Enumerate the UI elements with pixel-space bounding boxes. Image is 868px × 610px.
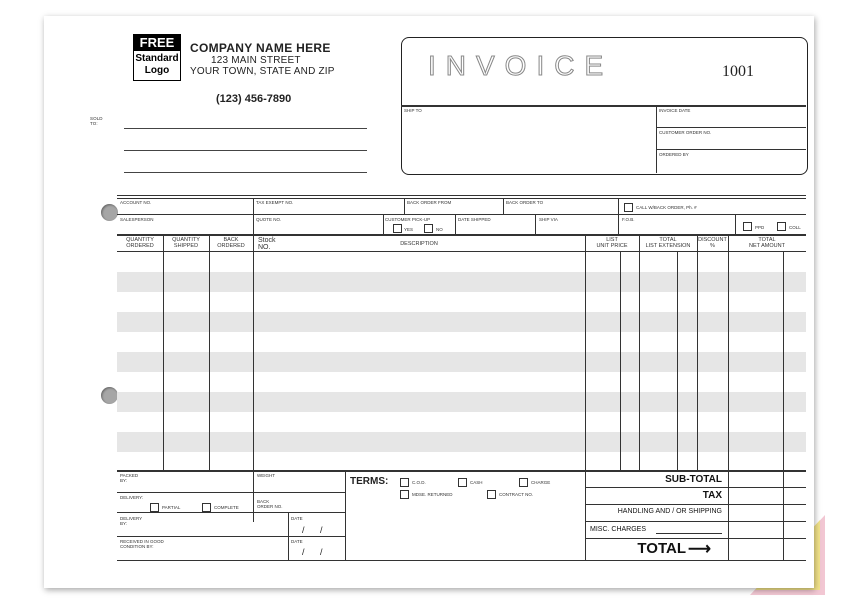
header-line: LIST: [606, 237, 618, 243]
header-line: TOTAL: [659, 237, 677, 243]
date-slash: /: [320, 525, 323, 535]
date-shipped-label: DATE SHIPPED: [458, 217, 491, 222]
label-line: ORDER NO.: [257, 504, 283, 509]
delivery-by-label: [120, 516, 142, 526]
customer-order-no-label: CUSTOMER ORDER NO.: [659, 130, 712, 135]
tax-exempt-no-label: TAX EXEMPT NO.: [256, 200, 294, 205]
subtotal-label: SUB-TOTAL: [665, 474, 722, 485]
col-line: [639, 234, 640, 470]
footer-rule: [117, 560, 806, 561]
company-city: YOUR TOWN, STATE AND ZIP: [190, 66, 335, 77]
sold-to-label: [90, 116, 103, 126]
header-line: DISCOUNT: [698, 237, 727, 243]
label-line: BACK: [257, 499, 270, 504]
col-line: [585, 234, 586, 470]
summary-vline: [728, 470, 729, 560]
header-line: LIST EXTENSION: [645, 242, 691, 249]
vdivider: [383, 214, 384, 234]
col-line: [620, 251, 621, 470]
col-header-total-net-amount: [728, 238, 806, 250]
col-header-discount: [697, 238, 728, 250]
logo-free-text: FREE: [134, 35, 180, 51]
rule: [117, 234, 806, 236]
header-line: TOTAL: [758, 237, 776, 243]
summary-rule: [585, 487, 806, 488]
col-header-qty-ordered: [117, 238, 163, 250]
company-street: 123 MAIN STREET: [211, 55, 301, 66]
col-header-list-unit-price: [585, 238, 639, 250]
label-line: CONDITION BY:: [120, 544, 154, 549]
pickup-yes-label: YES: [404, 227, 414, 232]
cash-checkbox[interactable]: [458, 478, 467, 487]
invoice-date-label: INVOICE DATE: [659, 108, 691, 113]
vdivider: [455, 214, 456, 234]
label-line: DELIVERY: [120, 516, 143, 521]
delivery-label: DELIVERY:: [120, 495, 144, 500]
partial-label: PARTIAL: [162, 505, 181, 510]
logo-logo-text: Logo: [144, 65, 170, 76]
complete-checkbox[interactable]: [202, 503, 211, 512]
col-line: [697, 234, 698, 470]
ship-to-label: SHIP TO: [404, 108, 422, 113]
contract-no-checkbox[interactable]: [487, 490, 496, 499]
cod-checkbox[interactable]: [400, 478, 409, 487]
summary-rule: [585, 521, 806, 522]
label-line: RECEIVED IN GOOD: [120, 539, 164, 544]
col-header-total-list-extension: [639, 238, 697, 250]
date-slash: /: [320, 547, 323, 557]
terms-label: TERMS:: [350, 476, 389, 487]
col-header-qty-shipped: [163, 238, 209, 250]
col-line: [728, 234, 729, 470]
ppd-label: PPD: [755, 225, 765, 230]
header-line: BACK: [223, 237, 239, 243]
partial-checkbox[interactable]: [150, 503, 159, 512]
binding-hole-large: [101, 387, 118, 404]
col-line: [253, 234, 254, 470]
pickup-no-label: NO: [436, 227, 443, 232]
footer-rule: [117, 536, 345, 537]
date-label: DATE: [291, 539, 303, 544]
header-line: UNIT PRICE: [596, 242, 628, 249]
divider: [656, 149, 806, 150]
label-line: PACKED: [120, 473, 139, 478]
mdse-returned-label: MDSE. RETURNED: [412, 492, 453, 497]
coll-checkbox[interactable]: [777, 222, 786, 231]
table-row: [117, 352, 806, 372]
footer-vline: [253, 470, 254, 522]
rule: [117, 214, 806, 215]
pickup-no-checkbox[interactable]: [424, 224, 433, 233]
date-slash: /: [302, 525, 305, 535]
quote-no-label: QUOTE NO.: [256, 217, 282, 222]
table-row: [117, 272, 806, 292]
ordered-by-label: ORDERED BY: [659, 152, 689, 157]
footer-rule: [117, 512, 345, 513]
col-header-description: DESCRIPTION: [400, 241, 438, 247]
divider: [401, 105, 806, 107]
sold-to-line[interactable]: [124, 150, 367, 151]
vdivider: [404, 198, 405, 214]
footer-rule: [117, 492, 345, 493]
company-logo: [133, 34, 181, 81]
ppd-checkbox[interactable]: [743, 222, 752, 231]
invoice-number: 1001: [722, 63, 754, 80]
vdivider: [253, 198, 254, 234]
label-line: BY:: [120, 478, 128, 483]
customer-pickup-label: CUSTOMER PICK-UP: [385, 217, 431, 222]
date-label: DATE: [291, 516, 303, 521]
binding-hole-large: [101, 204, 118, 221]
table-row: [117, 392, 806, 412]
total-label: TOTAL: [637, 540, 686, 557]
header-line: NO.: [258, 244, 271, 252]
sold-label: SOLD: [90, 116, 103, 121]
vdivider: [618, 198, 619, 234]
table-header-rule: [117, 251, 806, 252]
vdivider: [503, 198, 504, 214]
summary-rule: [585, 504, 806, 505]
ship-via-label: SHIP VIA: [539, 217, 558, 222]
table-row: [117, 432, 806, 452]
back-order-to-label: BACK ORDER TO: [506, 200, 544, 205]
account-no-label: ACCOUNT NO.: [120, 200, 152, 205]
col-header-back-ordered: [209, 238, 253, 250]
col-line: [783, 251, 784, 470]
invoice-title: INVOICE: [428, 50, 614, 81]
summary-vline: [585, 470, 586, 560]
table-row: [117, 312, 806, 332]
coll-label: COLL: [789, 225, 801, 230]
rule-top: [117, 198, 806, 199]
cod-label: C.O.D.: [412, 480, 426, 485]
header-line: NET AMOUNT: [749, 242, 785, 249]
header-line: SHIPPED: [173, 242, 199, 249]
col-line: [163, 234, 164, 470]
to-label: TO:: [90, 121, 98, 126]
fob-label: F.O.B.: [622, 217, 635, 222]
header-line: %: [710, 242, 715, 249]
handling-shipping-label: HANDLING AND / OR SHIPPING: [617, 508, 722, 515]
misc-charges-line: [656, 533, 722, 534]
call-back-order-checkbox[interactable]: [624, 203, 633, 212]
total-arrow-icon: ⟶: [688, 541, 711, 558]
header-line: ORDERED: [126, 242, 154, 249]
divider: [656, 105, 657, 173]
header-line: QUANTITY: [126, 237, 154, 243]
rule-top: [117, 195, 806, 196]
col-line: [677, 251, 678, 470]
charge-checkbox[interactable]: [519, 478, 528, 487]
mdse-returned-checkbox[interactable]: [400, 490, 409, 499]
company-name: COMPANY NAME HERE: [190, 41, 331, 55]
sold-to-line[interactable]: [124, 172, 367, 173]
tax-label: TAX: [702, 490, 722, 501]
charge-label: CHARGE: [531, 480, 551, 485]
pickup-yes-checkbox[interactable]: [393, 224, 402, 233]
header-line: ORDERED: [217, 242, 245, 249]
call-back-order-label: CALL W/BACK ORDER, Ph. #: [636, 205, 697, 210]
weight-label: WEIGHT: [257, 473, 275, 478]
table-bottom-rule: [117, 470, 806, 472]
vdivider: [535, 214, 536, 234]
back-order-no-label: [257, 499, 283, 509]
salesperson-label: SALESPERSON: [120, 217, 154, 222]
header-line: QUANTITY: [172, 237, 200, 243]
col-line: [209, 234, 210, 470]
divider: [656, 127, 806, 128]
packed-by-label: [120, 473, 138, 483]
summary-vline: [783, 470, 784, 560]
misc-charges-label: MISC. CHARGES: [590, 526, 647, 533]
date-slash: /: [302, 547, 305, 557]
sold-to-line[interactable]: [124, 128, 367, 129]
logo-standard-text: Standard: [135, 53, 179, 64]
cash-label: CASH: [470, 480, 483, 485]
received-good-label: [120, 539, 164, 549]
company-phone: (123) 456-7890: [216, 93, 292, 105]
header-line: Stock: [258, 237, 276, 244]
vdivider: [735, 214, 736, 234]
label-line: BY:: [120, 521, 128, 526]
contract-no-label: CONTRACT NO.: [499, 492, 534, 497]
footer-vline: [345, 470, 346, 560]
complete-label: COMPLETE: [214, 505, 239, 510]
back-order-from-label: BACK ORDER FROM: [407, 200, 452, 205]
